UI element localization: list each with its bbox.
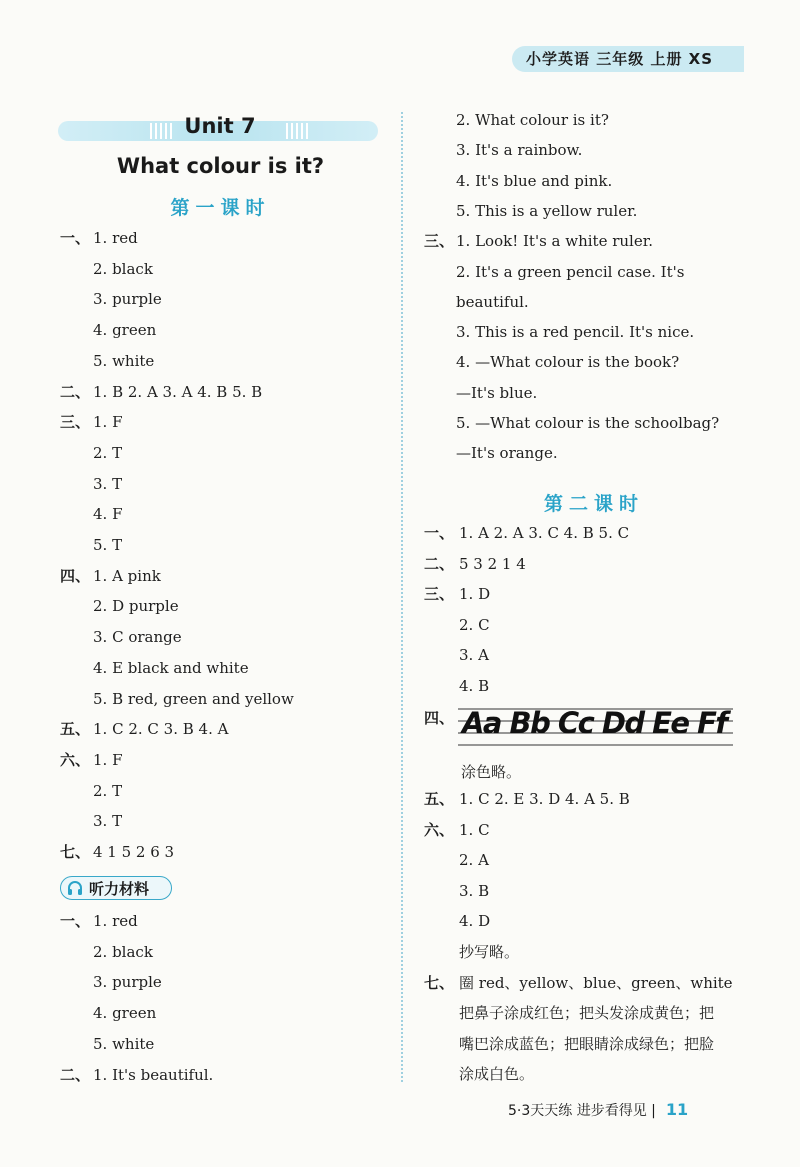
section-marker: 一、 [60,229,91,247]
answer-line: 5. B red, green and yellow [93,689,294,708]
section-marker: 五、 [424,790,455,808]
answer-line: 嘴巴涂成蓝色；把眼睛涂成绿色；把脸 [459,1034,715,1053]
answer-line: 抄写略。 [459,943,520,961]
answer-line: 3. It's a rainbow. [456,141,583,160]
answer-line: beautiful. [456,292,529,311]
answer-line: 4. E black and white [93,658,249,677]
answer-line: 1. F [93,413,123,432]
answer-line: 3. purple [93,290,162,309]
lesson2-heading: 第二课时 [543,493,644,515]
answer-line: 5. white [93,351,155,370]
answer-line: 涂成白色。 [459,1065,535,1084]
section-marker: 二、 [60,382,91,401]
answer-line: 4. B [459,676,490,695]
section-marker-four: 四、 [424,709,455,727]
handwriting-letters [458,703,733,749]
section-marker: 四、 [60,566,91,585]
unit-title: Unit 7 [184,114,256,138]
section-marker: 三、 [60,413,91,432]
lesson1-heading: 第一课时 [170,197,271,219]
answer-line: 3. purple [93,973,162,992]
answer-line: 4. F [93,505,123,524]
color-omitted-note: 涂色略。 [461,763,522,781]
section-marker: 二、 [60,1065,91,1084]
header-tab: 小学英语 三年级 上册 XS [512,46,744,72]
answer-line: 2. D purple [93,597,179,616]
answer-line: 1. red [93,912,138,930]
answer-line: 圈 red、yellow、blue、green、white [459,973,733,992]
answer-line: 1. F [93,750,123,769]
answer-line: 2. T [93,443,123,462]
answer-line: 1. C [459,820,490,839]
answer-line: 2. C [459,615,490,634]
answer-line: 3. T [93,474,123,493]
answer-line: 3. C orange [93,628,182,647]
listening-badge [60,876,172,900]
answer-line: 4. It's blue and pink. [456,171,613,190]
section-marker: 六、 [424,820,455,839]
answer-line: 4. green [93,1004,157,1023]
answer-line: 5. white [93,1034,155,1053]
section-marker: 七、 [60,843,91,861]
answer-line: 5 3 2 1 4 [459,554,526,573]
footer [508,1100,688,1120]
answer-line: 1. red [93,229,138,247]
section-marker: 一、 [60,912,91,930]
answer-line: 2. What colour is it? [456,111,609,129]
section-marker: 七、 [424,973,455,992]
handwriting-text: Aa Bb Cc Dd Ee Ff [462,706,728,740]
answer-line: 1. C 2. C 3. B 4. A [93,720,229,739]
answer-line: 3. B [459,881,490,900]
answer-line: 4. green [93,321,157,340]
lesson-title: What colour is it? [116,154,325,178]
answer-line: 3. This is a red pencil. It's nice. [456,323,695,342]
answer-line: 1. Look! It's a white ruler. [456,232,654,251]
answer-line: 2. A [459,851,489,870]
section-marker: 三、 [424,585,455,603]
answer-line: 5. This is a yellow ruler. [456,201,638,220]
answer-line: 1. D [459,585,491,603]
column-divider [401,112,403,1082]
answer-line: 1. It's beautiful. [93,1065,214,1084]
answer-line: 4. —What colour is the book? [456,353,680,372]
answer-line: 1. C 2. E 3. D 4. A 5. B [459,790,630,808]
listening-label: 听力材料 [89,880,150,898]
answer-line: 5. T [93,536,123,554]
answer-line: 3. T [93,812,123,831]
answer-line: —It's blue. [456,383,538,402]
section-marker: 一、 [424,524,455,542]
section-marker: 二、 [424,554,455,573]
answer-line: 2. It's a green pencil case. It's [456,262,685,281]
answer-line: 2. T [93,781,123,800]
answer-line: —It's orange. [456,444,558,463]
section-marker: 三、 [424,232,455,251]
answer-line: 5. —What colour is the schoolbag? [456,414,720,432]
footer-slogan: 5·3天天练 进步看得见 | [508,1103,656,1119]
answer-line: 1. B 2. A 3. A 4. B 5. B [93,382,263,401]
answer-line: 1. A 2. A 3. C 4. B 5. C [459,524,630,542]
answer-line: 4 1 5 2 6 3 [93,843,175,861]
answer-line: 4. D [459,912,491,931]
section-marker: 五、 [60,720,91,739]
headphones-icon [67,880,83,896]
answer-line: 3. A [459,646,489,664]
page-number: 11 [665,1100,689,1119]
answer-line: 2. black [93,942,153,961]
section-marker: 六、 [60,750,91,769]
answer-line: 把鼻子涂成红色；把头发涂成黄色；把 [459,1004,715,1023]
answer-line: 1. A pink [93,566,161,585]
answer-line: 2. black [93,259,153,278]
